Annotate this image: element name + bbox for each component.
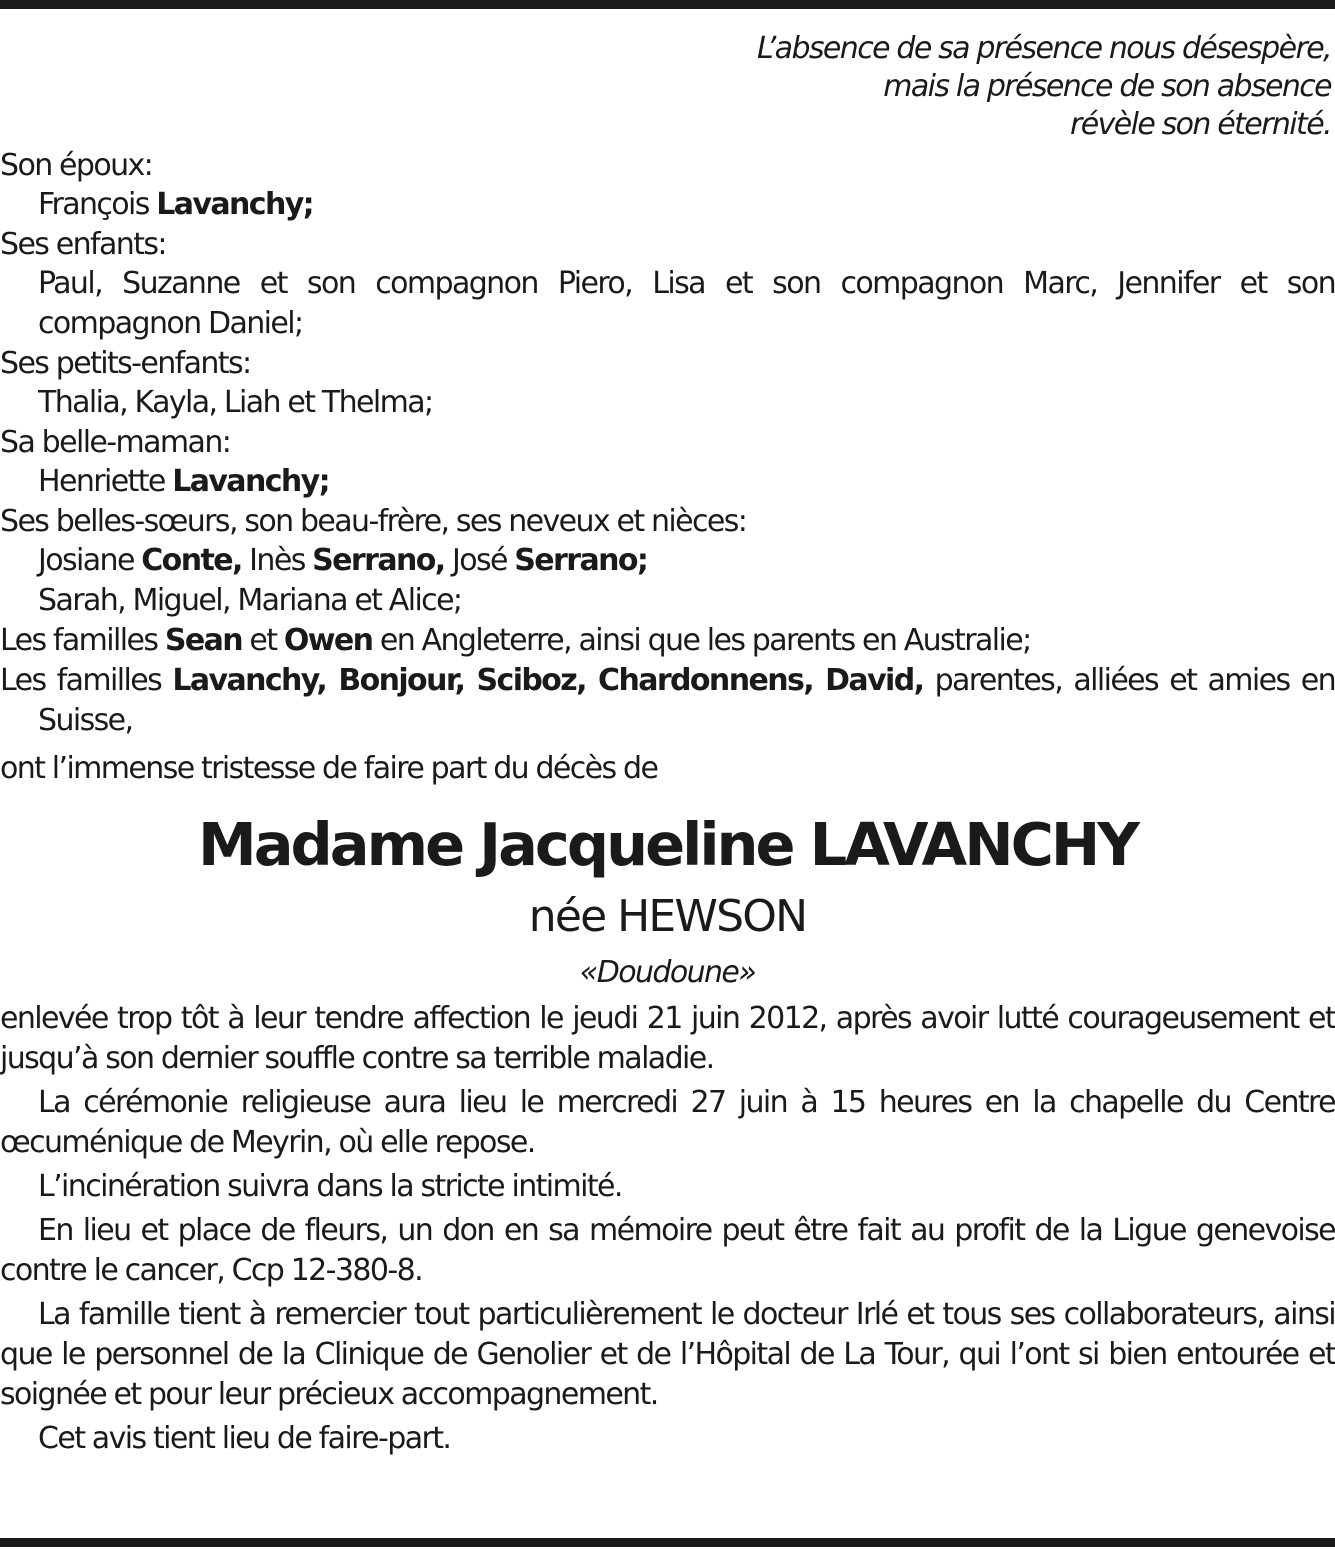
in-law-1-last-name: Conte, (141, 543, 242, 578)
mother-in-law-first-name: Henriette (38, 464, 165, 499)
families-abroad-entry (0, 621, 1335, 661)
announcement-lead: ont l’immense tristesse de faire part du décès de (0, 751, 658, 786)
in-law-2-first-name: Inès (249, 543, 305, 578)
spouse-label: Son époux: (0, 148, 153, 183)
top-border-rule (0, 0, 1335, 9)
family-list (0, 146, 1335, 741)
epigraph-line-3: révèle son éternité. (1070, 107, 1331, 142)
in-law-3-first-name: José (451, 543, 507, 578)
nickname: «Doudoune» (579, 955, 756, 990)
in-laws-entry (0, 541, 1335, 581)
in-laws-label: Ses belles-sœurs, son beau-frère, ses neveux et nièces: (0, 504, 747, 539)
spouse-last-name: Lavanchy; (156, 187, 314, 222)
families-switzerland-names: Lavanchy, Bonjour, Sciboz, Chardonnens, David, (172, 663, 924, 698)
mother-in-law-entry (0, 462, 1335, 502)
family-name-sean: Sean (164, 623, 242, 658)
in-law-2-last-name: Serrano, (312, 543, 445, 578)
grandchildren-label: Ses petits-enfants: (0, 346, 251, 381)
cremation-paragraph: L’incinération suivra dans la stricte intimité. (38, 1169, 622, 1204)
donation-paragraph: En lieu et place de fleurs, un don en sa mémoire peut être fait au profit de la Ligue genevoise contre le cancer, Ccp 12-380-8. (0, 1213, 1335, 1288)
families-switzerland-prefix: Les familles (0, 663, 162, 698)
children-entry: Paul, Suzanne et son compagnon Piero, Lisa et son compagnon Marc, Jennifer et son compagnon Daniel; (38, 266, 1335, 341)
families-abroad-prefix: Les familles (0, 623, 158, 658)
families-abroad-and: et (249, 623, 277, 658)
passing-paragraph: enlevée trop tôt à leur tendre affection le jeudi 21 juin 2012, après avoir lutté courageusement et jusqu’à son dernier souffle contre sa terrible maladie. (0, 1001, 1335, 1076)
mother-in-law-label: Sa belle-maman: (0, 425, 231, 460)
closing-paragraph: Cet avis tient lieu de faire-part. (38, 1421, 451, 1456)
bottom-border-rule (0, 1538, 1335, 1547)
mother-in-law-last-name: Lavanchy; (172, 464, 329, 499)
maiden-name: née HEWSON (528, 891, 807, 942)
epigraph-line-2: mais la présence de son absence (883, 69, 1331, 104)
in-law-1-first-name: Josiane (38, 543, 134, 578)
spouse-first-name: François (38, 187, 149, 222)
epigraph-line-1: L’absence de sa présence nous désespère, (757, 31, 1331, 66)
epigraph (0, 30, 1335, 144)
ceremony-paragraph: La cérémonie religieuse aura lieu le mercredi 27 juin à 15 heures en la chapelle du Centre œcuménique de Meyrin, où elle repose. (0, 1085, 1335, 1160)
families-switzerland-entry (0, 661, 1335, 741)
family-name-owen: Owen (283, 623, 373, 658)
nephews-entry: Sarah, Miguel, Mariana et Alice; (38, 583, 462, 618)
families-abroad-suffix: en Angleterre, ainsi que les parents en Australie; (379, 623, 1031, 658)
thanks-paragraph: La famille tient à remercier tout particulièrement le docteur Irlé et tous ses collaborateurs, ainsi que le personnel de la Clinique de Genolier et de l’Hôpital de La Tour, qui l’ont si bien entourée et soignée et pour leur précieux accompagnement. (0, 1297, 1335, 1412)
deceased-name: Madame Jacqueline LAVANCHY (198, 810, 1137, 879)
grandchildren-entry: Thalia, Kayla, Liah et Thelma; (38, 385, 433, 420)
children-label: Ses enfants: (0, 227, 166, 262)
families-switzerland-suffix: parentes, alliées et amies en Suisse, (38, 663, 1335, 738)
spouse-entry (0, 185, 1335, 225)
obituary-notice (0, 30, 1335, 1459)
in-law-3-last-name: Serrano; (514, 543, 648, 578)
